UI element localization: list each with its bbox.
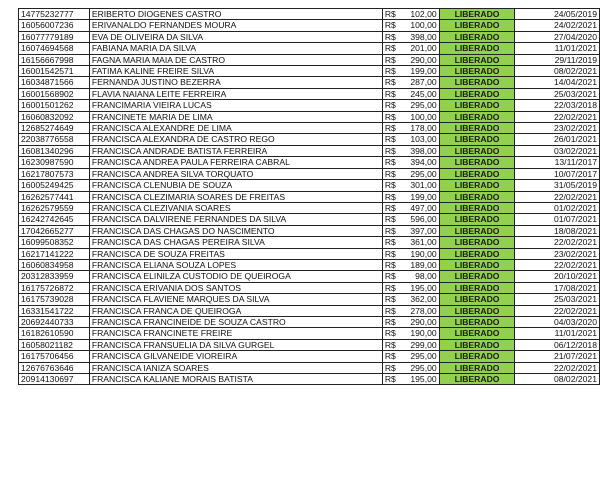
- currency-symbol: R$: [382, 168, 400, 179]
- currency-symbol: R$: [382, 134, 400, 145]
- value-cell: 596,00: [401, 214, 439, 225]
- status-badge: LIBERADO: [439, 180, 515, 191]
- name-cell: ERIVANALDO FERNANDES MOURA: [89, 20, 382, 31]
- date-cell: 31/05/2019: [515, 180, 600, 191]
- status-badge: LIBERADO: [439, 294, 515, 305]
- currency-symbol: R$: [382, 43, 400, 54]
- currency-symbol: R$: [382, 157, 400, 168]
- name-cell: FRANCISCA ELIANA SOUZA LOPES: [89, 259, 382, 270]
- value-cell: 102,00: [401, 9, 439, 20]
- currency-symbol: R$: [382, 362, 400, 373]
- currency-symbol: R$: [382, 374, 400, 385]
- table-row: [19, 100, 600, 111]
- date-cell: 18/08/2021: [515, 225, 600, 236]
- table-row: [19, 374, 600, 385]
- cpf-cell: 16001501262: [19, 100, 90, 111]
- date-cell: 22/03/2018: [515, 100, 600, 111]
- table-row: [19, 351, 600, 362]
- table-row: [19, 214, 600, 225]
- date-cell: 25/03/2021: [515, 294, 600, 305]
- value-cell: 299,00: [401, 339, 439, 350]
- table-row: [19, 111, 600, 122]
- value-cell: 178,00: [401, 123, 439, 134]
- date-cell: 10/07/2017: [515, 168, 600, 179]
- cpf-cell: 16056007236: [19, 20, 90, 31]
- currency-symbol: R$: [382, 145, 400, 156]
- table-row: [19, 145, 600, 156]
- status-badge: LIBERADO: [439, 339, 515, 350]
- value-cell: 394,00: [401, 157, 439, 168]
- date-cell: 27/04/2020: [515, 31, 600, 42]
- cpf-cell: 16230987590: [19, 157, 90, 168]
- date-cell: 06/12/2018: [515, 339, 600, 350]
- name-cell: EVA DE OLIVEIRA DA SILVA: [89, 31, 382, 42]
- status-badge: LIBERADO: [439, 305, 515, 316]
- cpf-cell: 12676763646: [19, 362, 90, 373]
- value-cell: 195,00: [401, 282, 439, 293]
- name-cell: FRANCISCA KALIANE MORAIS BATISTA: [89, 374, 382, 385]
- value-cell: 295,00: [401, 100, 439, 111]
- value-cell: 100,00: [401, 111, 439, 122]
- status-badge: LIBERADO: [439, 191, 515, 202]
- table-row: [19, 362, 600, 373]
- status-badge: LIBERADO: [439, 20, 515, 31]
- value-cell: 397,00: [401, 225, 439, 236]
- status-badge: LIBERADO: [439, 214, 515, 225]
- name-cell: FRANCISCA FRANCA DE QUEIROGA: [89, 305, 382, 316]
- date-cell: 17/08/2021: [515, 282, 600, 293]
- date-cell: 23/02/2021: [515, 248, 600, 259]
- status-badge: LIBERADO: [439, 111, 515, 122]
- status-badge: LIBERADO: [439, 225, 515, 236]
- cpf-cell: 16156667998: [19, 54, 90, 65]
- value-cell: 290,00: [401, 54, 439, 65]
- table-row: [19, 9, 600, 20]
- currency-symbol: R$: [382, 351, 400, 362]
- name-cell: FRANCISCA DE SOUZA FREITAS: [89, 248, 382, 259]
- table-row: [19, 282, 600, 293]
- value-cell: 190,00: [401, 248, 439, 259]
- status-badge: LIBERADO: [439, 202, 515, 213]
- status-badge: LIBERADO: [439, 282, 515, 293]
- value-cell: 98,00: [401, 271, 439, 282]
- value-cell: 278,00: [401, 305, 439, 316]
- table-row: [19, 180, 600, 191]
- cpf-cell: 16060832092: [19, 111, 90, 122]
- currency-symbol: R$: [382, 339, 400, 350]
- date-cell: 20/10/2021: [515, 271, 600, 282]
- currency-symbol: R$: [382, 305, 400, 316]
- name-cell: FRANCISCA FLAVIENE MARQUES DA SILVA: [89, 294, 382, 305]
- table-row: [19, 294, 600, 305]
- name-cell: FLAVIA NAIANA LEITE FERREIRA: [89, 88, 382, 99]
- date-cell: 22/02/2021: [515, 305, 600, 316]
- value-cell: 199,00: [401, 191, 439, 202]
- table-row: [19, 20, 600, 31]
- currency-symbol: R$: [382, 328, 400, 339]
- date-cell: 08/02/2021: [515, 66, 600, 77]
- table-row: [19, 305, 600, 316]
- name-cell: FRANCISCA DAS CHAGAS DO NASCIMENTO: [89, 225, 382, 236]
- status-badge: LIBERADO: [439, 145, 515, 156]
- status-badge: LIBERADO: [439, 31, 515, 42]
- date-cell: 24/05/2019: [515, 9, 600, 20]
- cpf-cell: 20914130697: [19, 374, 90, 385]
- name-cell: FRANCIMARIA VIEIRA LUCAS: [89, 100, 382, 111]
- currency-symbol: R$: [382, 88, 400, 99]
- table-row: [19, 123, 600, 134]
- date-cell: 23/02/2021: [515, 123, 600, 134]
- currency-symbol: R$: [382, 316, 400, 327]
- value-cell: 201,00: [401, 43, 439, 54]
- cpf-cell: 16034871566: [19, 77, 90, 88]
- name-cell: FRANCISCA ELINILZA CUSTODIO DE QUEIROGA: [89, 271, 382, 282]
- currency-symbol: R$: [382, 271, 400, 282]
- name-cell: FRANCISCA IANIZA SOARES: [89, 362, 382, 373]
- date-cell: 25/03/2021: [515, 88, 600, 99]
- cpf-cell: 20312833959: [19, 271, 90, 282]
- date-cell: 22/02/2021: [515, 259, 600, 270]
- date-cell: 01/07/2021: [515, 214, 600, 225]
- name-cell: FRANCISCA FRANCINEIDE DE SOUZA CASTRO: [89, 316, 382, 327]
- status-badge: LIBERADO: [439, 66, 515, 77]
- currency-symbol: R$: [382, 111, 400, 122]
- name-cell: FRANCISCA DALVIRENE FERNANDES DA SILVA: [89, 214, 382, 225]
- value-cell: 189,00: [401, 259, 439, 270]
- name-cell: FABIANA MARIA DA SILVA: [89, 43, 382, 54]
- currency-symbol: R$: [382, 9, 400, 20]
- cpf-cell: 16058021182: [19, 339, 90, 350]
- value-cell: 295,00: [401, 351, 439, 362]
- table-row: [19, 191, 600, 202]
- name-cell: FRANCINETE MARIA DE LIMA: [89, 111, 382, 122]
- value-cell: 199,00: [401, 66, 439, 77]
- status-badge: LIBERADO: [439, 351, 515, 362]
- value-cell: 295,00: [401, 362, 439, 373]
- date-cell: 11/01/2021: [515, 43, 600, 54]
- cpf-cell: 16331541722: [19, 305, 90, 316]
- date-cell: 11/01/2021: [515, 328, 600, 339]
- currency-symbol: R$: [382, 31, 400, 42]
- name-cell: FRANCISCA GILVANEIDE VIOREIRA: [89, 351, 382, 362]
- table-row: [19, 316, 600, 327]
- date-cell: 22/02/2021: [515, 191, 600, 202]
- currency-symbol: R$: [382, 54, 400, 65]
- date-cell: 22/02/2021: [515, 237, 600, 248]
- cpf-cell: 17042665277: [19, 225, 90, 236]
- value-cell: 362,00: [401, 294, 439, 305]
- cpf-cell: 16217141222: [19, 248, 90, 259]
- currency-symbol: R$: [382, 66, 400, 77]
- currency-symbol: R$: [382, 100, 400, 111]
- name-cell: FRANCISCA FRANSUELIA DA SILVA GURGEL: [89, 339, 382, 350]
- table-row: [19, 168, 600, 179]
- date-cell: 22/02/2021: [515, 362, 600, 373]
- date-cell: 24/02/2021: [515, 20, 600, 31]
- cpf-cell: 16217807573: [19, 168, 90, 179]
- cpf-cell: 16175726872: [19, 282, 90, 293]
- date-cell: 21/07/2021: [515, 351, 600, 362]
- table-row: [19, 248, 600, 259]
- status-badge: LIBERADO: [439, 328, 515, 339]
- currency-symbol: R$: [382, 282, 400, 293]
- cpf-cell: 12685274649: [19, 123, 90, 134]
- name-cell: FRANCISCA CLEZIVANIA SOARES: [89, 202, 382, 213]
- status-badge: LIBERADO: [439, 362, 515, 373]
- currency-symbol: R$: [382, 237, 400, 248]
- name-cell: FRANCISCA ALEXANDRE DE LIMA: [89, 123, 382, 134]
- cpf-cell: 16262577441: [19, 191, 90, 202]
- cpf-cell: 16262579559: [19, 202, 90, 213]
- status-badge: LIBERADO: [439, 157, 515, 168]
- status-badge: LIBERADO: [439, 237, 515, 248]
- cpf-cell: 16099508352: [19, 237, 90, 248]
- cpf-cell: 16182610590: [19, 328, 90, 339]
- table-row: [19, 31, 600, 42]
- status-badge: LIBERADO: [439, 123, 515, 134]
- currency-symbol: R$: [382, 191, 400, 202]
- currency-symbol: R$: [382, 123, 400, 134]
- value-cell: 103,00: [401, 134, 439, 145]
- cpf-cell: 16242742645: [19, 214, 90, 225]
- name-cell: FRANCISCA DAS CHAGAS PEREIRA SILVA: [89, 237, 382, 248]
- name-cell: FRANCISCA ANDREA PAULA FERREIRA CABRAL: [89, 157, 382, 168]
- date-cell: 22/02/2021: [515, 111, 600, 122]
- date-cell: 03/02/2021: [515, 145, 600, 156]
- cpf-cell: 20692440733: [19, 316, 90, 327]
- table-row: [19, 66, 600, 77]
- value-cell: 398,00: [401, 31, 439, 42]
- value-cell: 361,00: [401, 237, 439, 248]
- name-cell: FRANCISCA ERIVANIA DOS SANTOS: [89, 282, 382, 293]
- cpf-cell: 16081340296: [19, 145, 90, 156]
- date-cell: 29/11/2019: [515, 54, 600, 65]
- cpf-cell: 16175739028: [19, 294, 90, 305]
- name-cell: FRANCISCA ANDRADE BATISTA FERREIRA: [89, 145, 382, 156]
- cpf-cell: 16005249425: [19, 180, 90, 191]
- cpf-cell: 22038776558: [19, 134, 90, 145]
- value-cell: 398,00: [401, 145, 439, 156]
- date-cell: 08/02/2021: [515, 374, 600, 385]
- table-row: [19, 134, 600, 145]
- table-row: [19, 237, 600, 248]
- date-cell: 14/04/2021: [515, 77, 600, 88]
- currency-symbol: R$: [382, 77, 400, 88]
- cpf-cell: 16001542571: [19, 66, 90, 77]
- table-row: [19, 259, 600, 270]
- status-badge: LIBERADO: [439, 9, 515, 20]
- status-badge: LIBERADO: [439, 100, 515, 111]
- status-badge: LIBERADO: [439, 54, 515, 65]
- status-badge: LIBERADO: [439, 43, 515, 54]
- status-badge: LIBERADO: [439, 88, 515, 99]
- date-cell: 26/01/2021: [515, 134, 600, 145]
- name-cell: FRANCISCA FRANCINETE FREIRE: [89, 328, 382, 339]
- value-cell: 195,00: [401, 374, 439, 385]
- currency-symbol: R$: [382, 225, 400, 236]
- value-cell: 100,00: [401, 20, 439, 31]
- status-badge: LIBERADO: [439, 248, 515, 259]
- cpf-cell: 16074694568: [19, 43, 90, 54]
- name-cell: FERNANDA JUSTINO BEZERRA: [89, 77, 382, 88]
- name-cell: FAGNA MARIA MAIA DE CASTRO: [89, 54, 382, 65]
- table-row: [19, 271, 600, 282]
- currency-symbol: R$: [382, 294, 400, 305]
- name-cell: FRANCISCA ANDREA SILVA TORQUATO: [89, 168, 382, 179]
- table-row: [19, 157, 600, 168]
- currency-symbol: R$: [382, 180, 400, 191]
- status-badge: LIBERADO: [439, 374, 515, 385]
- table-row: [19, 202, 600, 213]
- date-cell: 04/03/2020: [515, 316, 600, 327]
- status-badge: LIBERADO: [439, 271, 515, 282]
- table-row: [19, 54, 600, 65]
- status-badge: LIBERADO: [439, 259, 515, 270]
- date-cell: 13/11/2017: [515, 157, 600, 168]
- name-cell: ERIBERTO DIOGENES CASTRO: [89, 9, 382, 20]
- value-cell: 245,00: [401, 88, 439, 99]
- value-cell: 190,00: [401, 328, 439, 339]
- status-badge: LIBERADO: [439, 168, 515, 179]
- name-cell: FATIMA KALINE FREIRE SILVA: [89, 66, 382, 77]
- currency-symbol: R$: [382, 202, 400, 213]
- name-cell: FRANCISCA CLENUBIA DE SOUZA: [89, 180, 382, 191]
- status-badge: LIBERADO: [439, 77, 515, 88]
- cpf-cell: 16175706456: [19, 351, 90, 362]
- currency-symbol: R$: [382, 20, 400, 31]
- table-row: [19, 43, 600, 54]
- value-cell: 497,00: [401, 202, 439, 213]
- name-cell: FRANCISCA CLEZIMARIA SOARES DE FREITAS: [89, 191, 382, 202]
- table-row: [19, 339, 600, 350]
- value-cell: 290,00: [401, 316, 439, 327]
- cpf-cell: 16060834958: [19, 259, 90, 270]
- cpf-cell: 14775232777: [19, 9, 90, 20]
- currency-symbol: R$: [382, 248, 400, 259]
- name-cell: FRANCISCA ALEXANDRA DE CASTRO REGO: [89, 134, 382, 145]
- table-row: [19, 77, 600, 88]
- currency-symbol: R$: [382, 214, 400, 225]
- date-cell: 01/02/2021: [515, 202, 600, 213]
- value-cell: 301,00: [401, 180, 439, 191]
- currency-symbol: R$: [382, 259, 400, 270]
- table-row: [19, 225, 600, 236]
- table-row: [19, 328, 600, 339]
- table-row: [19, 88, 600, 99]
- value-cell: 287,00: [401, 77, 439, 88]
- status-badge: LIBERADO: [439, 134, 515, 145]
- status-badge: LIBERADO: [439, 316, 515, 327]
- records-table-body: [19, 9, 600, 385]
- cpf-cell: 16077779189: [19, 31, 90, 42]
- cpf-cell: 16001568902: [19, 88, 90, 99]
- records-table: [18, 8, 600, 385]
- value-cell: 295,00: [401, 168, 439, 179]
